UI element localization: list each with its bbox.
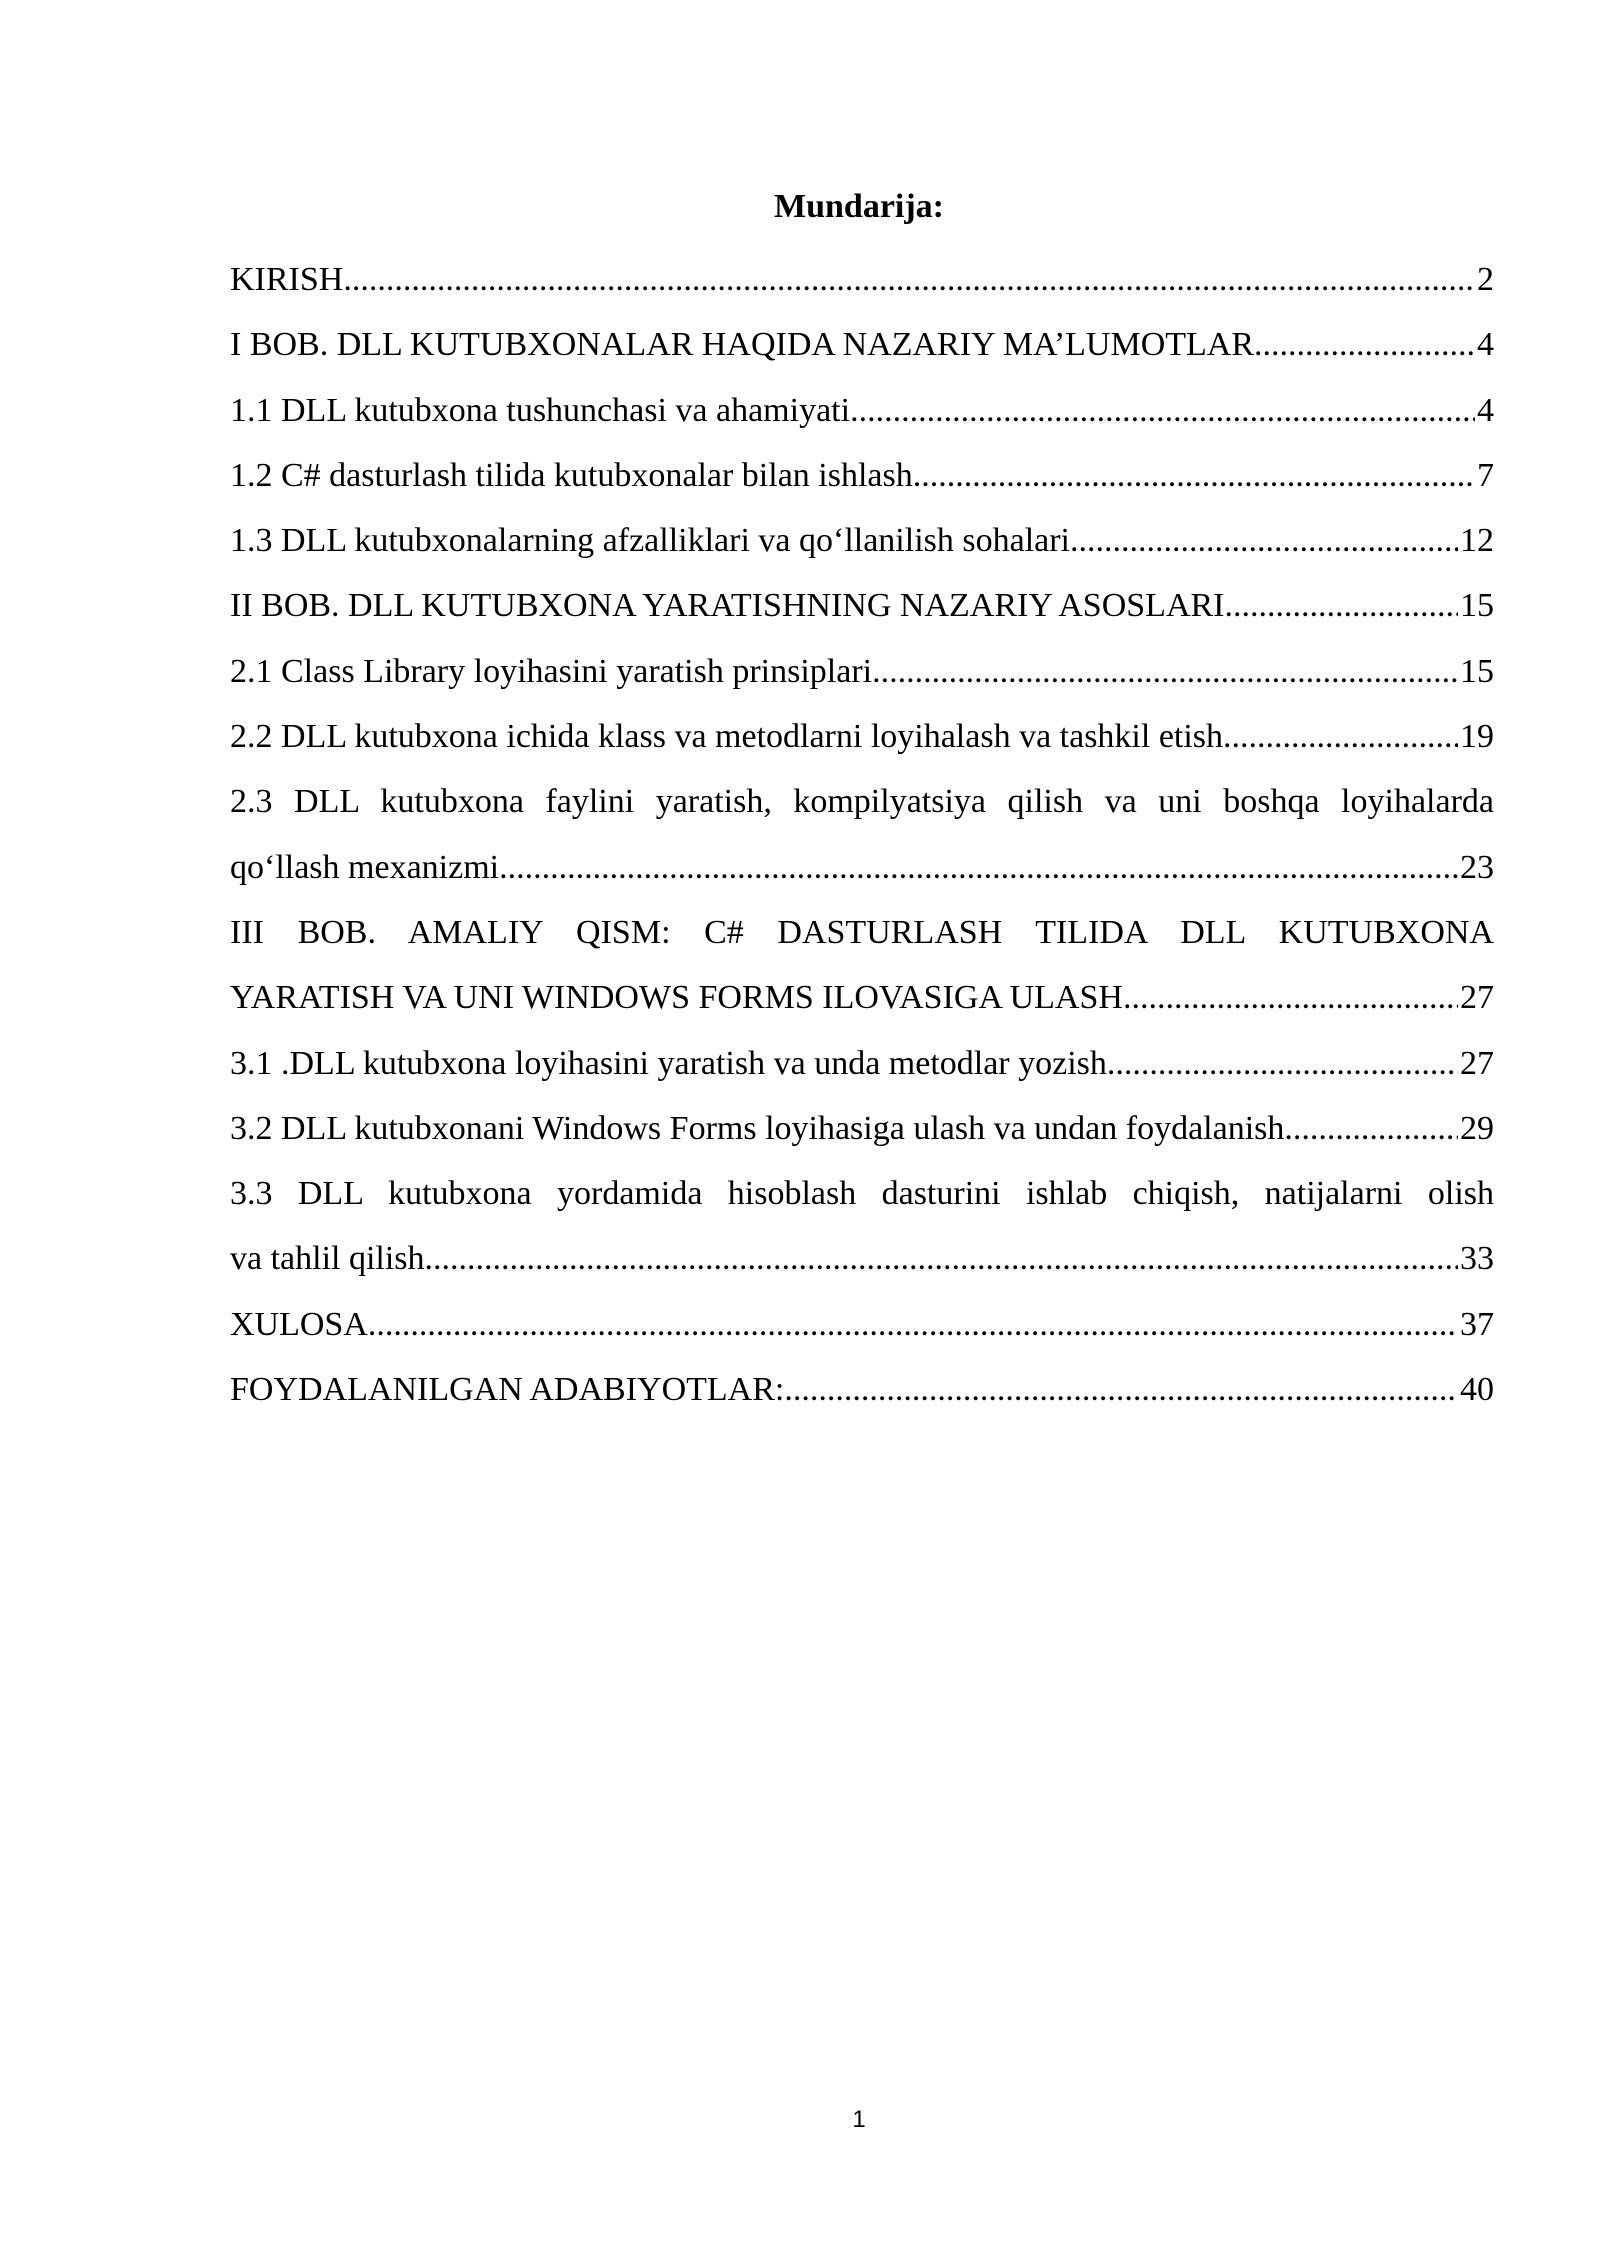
toc-entry-label: II BOB. DLL KUTUBXONA YARATISHNING NAZARIY ASOSLARI <box>230 587 1225 625</box>
toc-entry-page-number: 29 <box>1460 1109 1494 1147</box>
dot-leader <box>850 378 1475 443</box>
toc-entry-label: I BOB. DLL KUTUBXONALAR HAQIDA NAZARIY MA’LUMOTLAR <box>230 326 1255 364</box>
toc-entry-text-line: 3.3 DLL kutubxona yordamida hisoblash dasturini ishlab chiqish, natijalarni olish <box>230 1175 1494 1213</box>
toc-entry-row <box>230 704 1494 769</box>
toc-entry-page-number: 4 <box>1477 326 1494 364</box>
toc-entry-page-number: 37 <box>1460 1305 1494 1343</box>
toc-entry-page-number: 15 <box>1460 587 1494 625</box>
toc-entry[interactable] <box>230 378 1494 443</box>
toc-entry-row <box>230 378 1494 443</box>
toc-entry-page-number: 27 <box>1460 1044 1494 1082</box>
toc-entry-page-number: 2 <box>1477 261 1494 298</box>
toc-entry-page-number: 19 <box>1460 718 1494 756</box>
toc-entry[interactable] <box>230 247 1494 312</box>
toc-entry[interactable] <box>230 312 1494 377</box>
toc-entry-label: 1.2 C# dasturlash tilida kutubxonalar bilan ishlash <box>230 456 913 494</box>
toc-entry[interactable] <box>230 1031 1494 1096</box>
toc-entry-row <box>230 1031 1494 1096</box>
table-of-contents <box>230 247 1494 1422</box>
page-number: 1 <box>852 2106 866 2133</box>
toc-entry-row <box>230 508 1494 573</box>
page-title: Mundarija: <box>774 188 944 225</box>
toc-entry[interactable] <box>230 443 1494 508</box>
toc-entry-text-line: 2.3 DLL kutubxona faylini yaratish, kompilyatsiya qilish va uni boshqa loyihalarda <box>230 783 1494 821</box>
dot-leader <box>1225 573 1459 638</box>
dot-leader <box>913 443 1475 508</box>
toc-entry-page-number: 40 <box>1460 1371 1494 1409</box>
toc-entry-label: YARATISH VA UNI WINDOWS FORMS ILOVASIGA ULASH <box>230 979 1123 1017</box>
toc-entry-label: 1.3 DLL kutubxonalarning afzalliklari va qo‘llanilish sohalari <box>230 522 1071 560</box>
toc-entry-row <box>230 1292 1494 1357</box>
toc-entry-page-number: 33 <box>1460 1240 1494 1278</box>
toc-entry-label: 2.2 DLL kutubxona ichida klass va metodlarni loyihalash va tashkil etish <box>230 718 1224 756</box>
toc-entry-row <box>230 639 1494 704</box>
dot-leader <box>1070 508 1458 573</box>
toc-entry-row <box>230 835 1494 900</box>
toc-entry-row <box>230 312 1494 377</box>
dot-leader <box>343 247 1475 312</box>
toc-entry[interactable] <box>230 1292 1494 1357</box>
toc-entry-page-number: 7 <box>1477 456 1494 494</box>
dot-leader <box>784 1357 1458 1422</box>
toc-entry-row <box>230 247 1494 312</box>
toc-entry-label: FOYDALANILGAN ADABIYOTLAR: <box>230 1371 785 1409</box>
toc-entry-row <box>230 443 1494 508</box>
toc-entry[interactable] <box>230 704 1494 769</box>
toc-entry[interactable] <box>230 900 1494 1031</box>
toc-entry-label: 2.1 Class Library loyihasini yaratish prinsiplari <box>230 652 873 690</box>
toc-entry-label: qo‘llash mexanizmi <box>230 848 500 886</box>
toc-entry[interactable] <box>230 1096 1494 1161</box>
toc-entry-row <box>230 1096 1494 1161</box>
toc-entry[interactable] <box>230 508 1494 573</box>
toc-entry-row <box>230 1226 1494 1291</box>
dot-leader <box>1107 1031 1458 1096</box>
toc-entry-label: va tahlil qilish <box>230 1240 425 1278</box>
toc-entry-page-number: 4 <box>1477 391 1494 429</box>
dot-leader <box>368 1292 1458 1357</box>
toc-entry-label: XULOSA <box>230 1305 368 1343</box>
toc-entry[interactable] <box>230 639 1494 704</box>
toc-entry-row <box>230 965 1494 1030</box>
toc-entry-page-number: 27 <box>1460 979 1494 1017</box>
toc-entry-row <box>230 573 1494 638</box>
toc-entry-label: 3.1 .DLL kutubxona loyihasini yaratish va unda metodlar yozish <box>230 1044 1107 1082</box>
toc-entry-label: KIRISH <box>230 261 344 298</box>
dot-leader <box>1284 1096 1458 1161</box>
toc-entry-label: 1.1 DLL kutubxona tushunchasi va ahamiyati <box>230 391 851 429</box>
toc-entry-text-line: III BOB. AMALIY QISM: C# DASTURLASH TILIDA DLL KUTUBXONA <box>230 913 1494 951</box>
dot-leader <box>499 835 1458 900</box>
dot-leader <box>425 1226 1458 1291</box>
toc-entry-label: 3.2 DLL kutubxonani Windows Forms loyihasiga ulash va undan foydalanish <box>230 1109 1285 1147</box>
toc-entry[interactable] <box>230 573 1494 638</box>
toc-entry[interactable] <box>230 1357 1494 1422</box>
dot-leader <box>872 639 1458 704</box>
dot-leader <box>1223 704 1458 769</box>
toc-entry-page-number: 23 <box>1460 848 1494 886</box>
dot-leader <box>1123 965 1458 1030</box>
toc-entry-page-number: 12 <box>1460 522 1494 560</box>
toc-entry[interactable] <box>230 1161 1494 1292</box>
dot-leader <box>1254 312 1475 377</box>
toc-entry[interactable] <box>230 769 1494 900</box>
toc-entry-page-number: 15 <box>1460 652 1494 690</box>
toc-entry-row <box>230 1357 1494 1422</box>
